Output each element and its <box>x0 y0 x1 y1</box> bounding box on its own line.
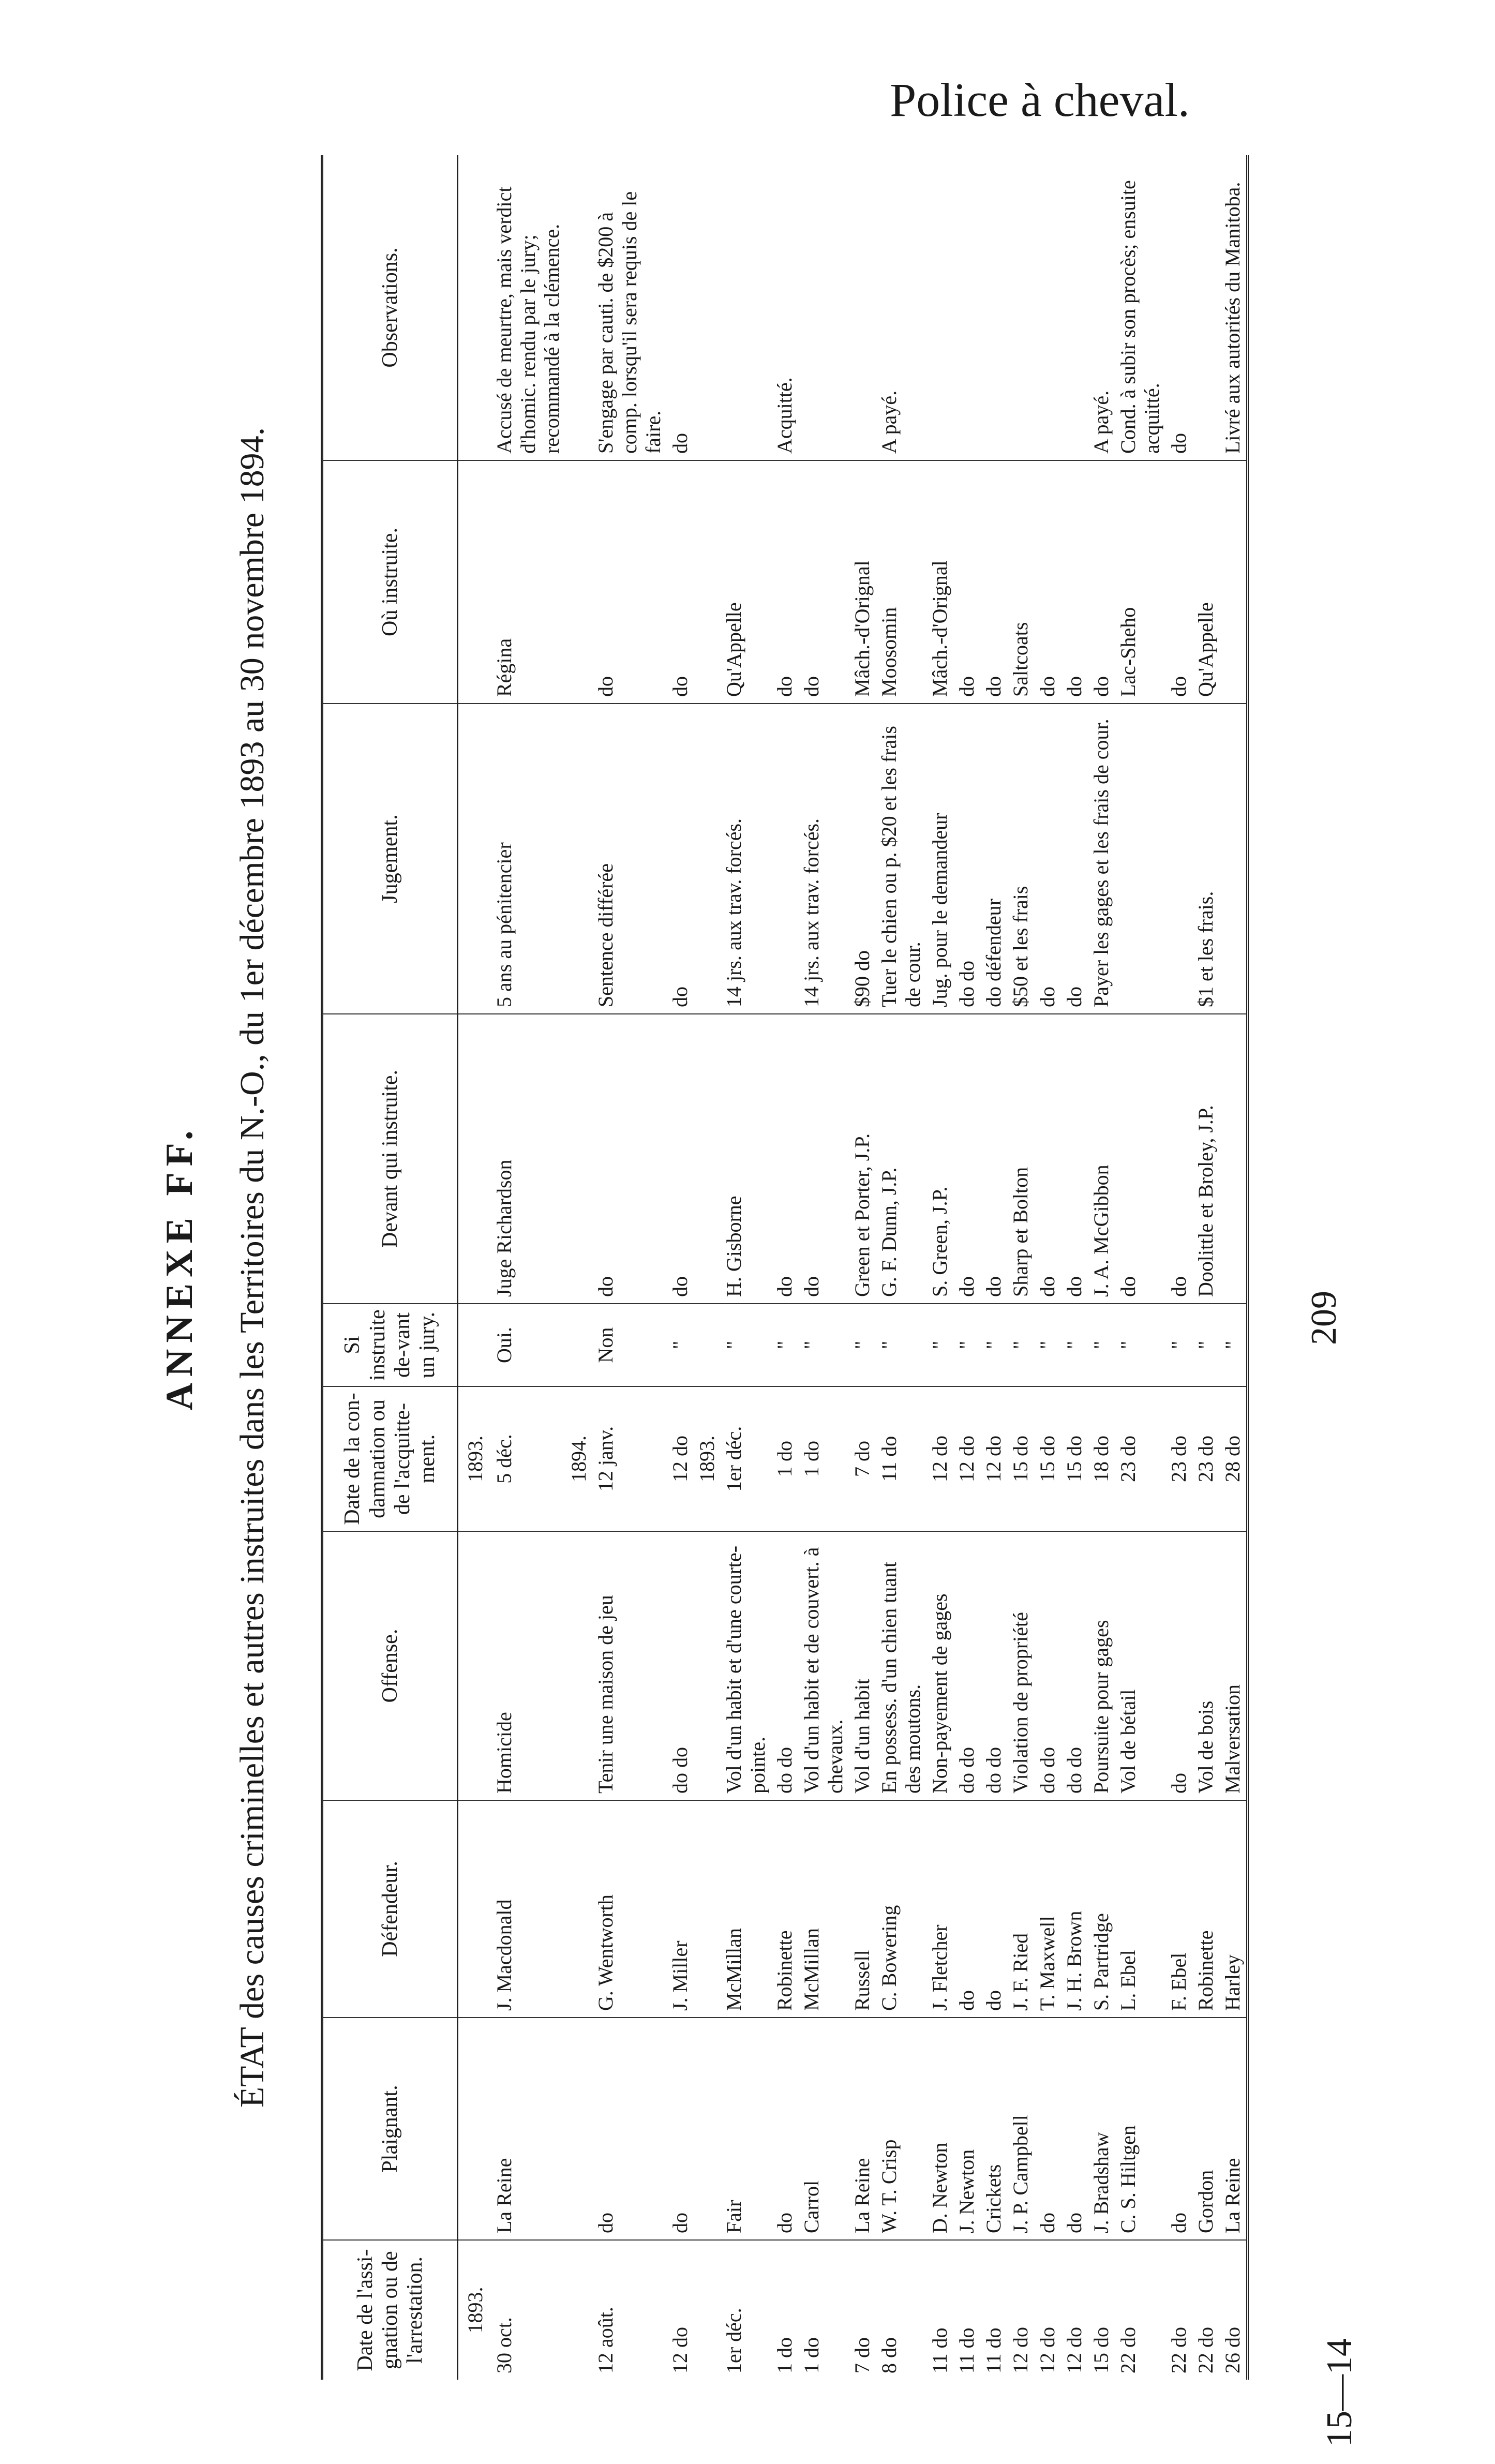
cell-place: Qu'Appelle <box>721 460 771 704</box>
cell-verdict: 11 do <box>876 1386 926 1531</box>
cell-remarks <box>1192 155 1219 460</box>
cell-judge: do <box>1061 1014 1088 1304</box>
cell-judgment: $90 do <box>849 704 876 1014</box>
cell-offense: Non-payement de gages <box>926 1531 953 1800</box>
header-plaintiff: Plaignant. <box>322 2018 458 2240</box>
table-row <box>1219 155 1248 2380</box>
cell-remarks <box>1061 155 1088 460</box>
cell-offense: Vol de bétail <box>1115 1531 1165 1800</box>
cell-verdict: 23 do <box>1115 1386 1165 1531</box>
cell-judge: G. F. Dunn, J.P. <box>876 1014 926 1304</box>
cell-arrest: 11 do <box>928 2327 951 2373</box>
cell-plaintiff: do <box>1061 2018 1088 2240</box>
cell-place: Régina <box>491 460 565 704</box>
cell-verdict: 15 do <box>1007 1386 1034 1531</box>
cell-jury: Oui. <box>491 1304 565 1386</box>
cell-arrest: 1er déc. <box>722 2308 745 2373</box>
cell-arrest: 1 do <box>800 2337 823 2373</box>
cell-judgment <box>1165 704 1192 1014</box>
cell-defendant: Robinette <box>1192 1800 1219 2018</box>
cell-judgment <box>771 704 798 1014</box>
cell-judgment: do défendeur <box>980 704 1007 1014</box>
cell-verdict: 7 do <box>849 1386 876 1531</box>
cell-defendant: G. Wentworth <box>592 1800 667 2018</box>
cell-offense <box>694 1531 721 1800</box>
cell-offense: do <box>1165 1531 1192 1800</box>
cell-judge: J. A. McGibbon <box>1088 1014 1115 1304</box>
rotated-table-sheet <box>134 155 1402 2447</box>
cell-verdict: 23 do <box>1192 1386 1219 1531</box>
header-offense: Offense. <box>322 1531 458 1800</box>
cell-place: Mâch.-d'Orignal <box>926 460 953 704</box>
cell-arrest: 15 do <box>1089 2327 1113 2373</box>
cell-remarks: Livré aux autorités du Manitoba. <box>1219 155 1248 460</box>
table-row <box>926 155 953 2380</box>
cell-offense: do do <box>953 1531 980 1800</box>
cell-remarks <box>694 155 721 460</box>
cell-defendant: C. Bowering <box>876 1800 926 2018</box>
cases-table <box>321 155 1249 2380</box>
cell-judgment <box>565 704 592 1014</box>
cell-jury: " <box>1192 1304 1219 1386</box>
cell-plaintiff: J. Bradshaw <box>1088 2018 1115 2240</box>
signature-mark: 15—14 <box>1320 2338 1359 2447</box>
cell-arrest: 7 do <box>850 2337 874 2373</box>
cell-jury: " <box>1007 1304 1034 1386</box>
year-cell-verdict: 1893. <box>458 1386 491 1531</box>
cell-place: do <box>1165 460 1192 704</box>
cell-plaintiff: do <box>771 2018 798 2240</box>
cell-plaintiff: D. Newton <box>926 2018 953 2240</box>
cell-judge <box>1219 1014 1248 1304</box>
cell-place: do <box>953 460 980 704</box>
table-row <box>849 155 876 2380</box>
header-judgment: Jugement. <box>322 704 458 1014</box>
cell-judge <box>565 1014 592 1304</box>
cell-judgment: Tuer le chien ou p. $20 et les frais de cour. <box>876 704 926 1014</box>
cell-verdict: 18 do <box>1088 1386 1115 1531</box>
cell-judgment: do do <box>953 704 980 1014</box>
cell-defendant: Russell <box>849 1800 876 2018</box>
header-defendant: Défendeur. <box>322 1800 458 2018</box>
cell-place: do <box>980 460 1007 704</box>
cell-verdict: 1 do <box>771 1386 798 1531</box>
cell-defendant: Robinette <box>771 1800 798 2018</box>
cell-jury: " <box>667 1304 694 1386</box>
cell-remarks: S'engage par cauti. de $200 à comp. lorsqu'il sera requis de le faire. <box>592 155 667 460</box>
cell-plaintiff: La Reine <box>491 2018 565 2240</box>
cell-judge: Juge Richardson <box>491 1014 565 1304</box>
cell-arrest: 12 do <box>1009 2327 1032 2373</box>
cell-defendant: J. Macdonald <box>491 1800 565 2018</box>
cell-place <box>1219 460 1248 704</box>
cell-place <box>565 460 592 704</box>
cell-defendant: T. Maxwell <box>1034 1800 1061 2018</box>
cell-judgment: do <box>1061 704 1088 1014</box>
cell-place: Qu'Appelle <box>1192 460 1219 704</box>
cell-verdict: 1er déc. <box>721 1386 771 1531</box>
cell-judge: S. Green, J.P. <box>926 1014 953 1304</box>
cell-arrest: 22 do <box>1167 2327 1190 2373</box>
cases-table-body <box>458 155 1248 2380</box>
cell-verdict: 1893. <box>694 1386 721 1531</box>
year-row <box>458 155 491 2380</box>
cell-place: Saltcoats <box>1007 460 1034 704</box>
table-row <box>798 155 849 2380</box>
cell-judgment <box>1115 704 1165 1014</box>
cell-judge: Sharp et Bolton <box>1007 1014 1034 1304</box>
cell-place: Moosomin <box>876 460 926 704</box>
cell-arrest: 12 do <box>1063 2327 1086 2373</box>
table-header-row <box>322 155 458 2380</box>
cell-jury: " <box>1115 1304 1165 1386</box>
cell-plaintiff: J. P. Campbell <box>1007 2018 1034 2240</box>
cell-offense: Poursuite pour gages <box>1088 1531 1115 1800</box>
table-row <box>1007 155 1034 2380</box>
cell-verdict: 1 do <box>798 1386 849 1531</box>
cell-arrest: 12 do <box>668 2327 692 2373</box>
table-row <box>694 155 721 2380</box>
header-place: Où instruite. <box>322 460 458 704</box>
cell-plaintiff: Fair <box>721 2018 771 2240</box>
cell-arrest <box>694 2240 721 2380</box>
cell-arrest: 11 do <box>982 2327 1005 2373</box>
cell-jury: " <box>1034 1304 1061 1386</box>
cell-defendant <box>565 1800 592 2018</box>
cell-plaintiff: do <box>1034 2018 1061 2240</box>
cell-jury: " <box>721 1304 771 1386</box>
cell-defendant: J. Miller <box>667 1800 694 2018</box>
cell-judge: do <box>771 1014 798 1304</box>
cell-judgment: $50 et les frais <box>1007 704 1034 1014</box>
cell-verdict: 15 do <box>1061 1386 1088 1531</box>
cell-place: do <box>798 460 849 704</box>
cell-offense: Tenir une maison de jeu <box>592 1531 667 1800</box>
annex-title: ANNEXE FF. <box>158 1124 201 1411</box>
cell-verdict: 23 do <box>1165 1386 1192 1531</box>
cell-remarks <box>926 155 953 460</box>
cell-judge: do <box>798 1014 849 1304</box>
cell-arrest: 30 oct. <box>492 2317 516 2373</box>
cell-judgment: $1 et les frais. <box>1192 704 1219 1014</box>
cell-defendant: McMillan <box>721 1800 771 2018</box>
cell-jury: " <box>1165 1304 1192 1386</box>
cell-judgment: 5 ans au pénitencier <box>491 704 565 1014</box>
cell-place: do <box>1061 460 1088 704</box>
cell-offense: do do <box>771 1531 798 1800</box>
cell-judge: do <box>953 1014 980 1304</box>
cell-place <box>694 460 721 704</box>
cell-jury <box>694 1304 721 1386</box>
cell-judgment: 14 jrs. aux trav. forcés. <box>721 704 771 1014</box>
cell-place: do <box>1034 460 1061 704</box>
cell-offense: Vol d'un habit et d'une courte-pointe. <box>721 1531 771 1800</box>
cell-jury: " <box>771 1304 798 1386</box>
cell-verdict: 12 do <box>926 1386 953 1531</box>
cell-verdict: 28 do <box>1219 1386 1248 1531</box>
cell-judge: H. Gisborne <box>721 1014 771 1304</box>
cell-judgment: Sentence différée <box>592 704 667 1014</box>
cell-judge: do <box>1034 1014 1061 1304</box>
cell-offense: Violation de propriété <box>1007 1531 1034 1800</box>
cell-place: Mâch.-d'Orignal <box>849 460 876 704</box>
cell-offense: do do <box>667 1531 694 1800</box>
cell-offense: Malversation <box>1219 1531 1248 1800</box>
cell-plaintiff: do <box>667 2018 694 2240</box>
cell-judgment: do <box>1034 704 1061 1014</box>
cell-remarks <box>953 155 980 460</box>
cell-offense: Vol d'un habit <box>849 1531 876 1800</box>
cell-arrest: 12 août. <box>594 2307 617 2373</box>
cell-remarks: A payé. <box>876 155 926 460</box>
cell-remarks <box>1034 155 1061 460</box>
running-head-text: Police à cheval. <box>890 73 1190 126</box>
cell-plaintiff: J. Newton <box>953 2018 980 2240</box>
cell-offense: do do <box>1061 1531 1088 1800</box>
cell-defendant: do <box>953 1800 980 2018</box>
cell-remarks <box>565 155 592 460</box>
cell-jury: " <box>1219 1304 1248 1386</box>
cell-remarks <box>849 155 876 460</box>
cell-judgment <box>694 704 721 1014</box>
cell-verdict: 12 janv. <box>592 1386 667 1531</box>
cell-arrest: 8 do <box>877 2337 901 2373</box>
table-row <box>771 155 798 2380</box>
cell-defendant: L. Ebel <box>1115 1800 1165 2018</box>
cell-arrest: 11 do <box>955 2327 978 2373</box>
cell-defendant: Harley <box>1219 1800 1248 2018</box>
table-row <box>491 155 565 2380</box>
cell-plaintiff <box>565 2018 592 2240</box>
cell-judge: do <box>667 1014 694 1304</box>
cell-jury: Non <box>592 1304 667 1386</box>
table-row <box>980 155 1007 2380</box>
cell-plaintiff <box>694 2018 721 2240</box>
table-row <box>1061 155 1088 2380</box>
cell-remarks <box>980 155 1007 460</box>
cell-defendant: S. Partridge <box>1088 1800 1115 2018</box>
cell-verdict: 12 do <box>980 1386 1007 1531</box>
cell-offense <box>565 1531 592 1800</box>
cell-plaintiff: La Reine <box>849 2018 876 2240</box>
table-row <box>565 155 592 2380</box>
cell-place: Lac-Sheho <box>1115 460 1165 704</box>
cell-defendant: McMillan <box>798 1800 849 2018</box>
cell-place: do <box>667 460 694 704</box>
cell-plaintiff: Carrol <box>798 2018 849 2240</box>
cell-place: do <box>771 460 798 704</box>
table-row <box>1034 155 1061 2380</box>
cell-verdict: 12 do <box>667 1386 694 1531</box>
cell-judge <box>694 1014 721 1304</box>
cell-judge: Doolittle et Broley, J.P. <box>1192 1014 1219 1304</box>
cell-plaintiff: La Reine <box>1219 2018 1248 2240</box>
cell-judge: do <box>592 1014 667 1304</box>
cell-offense: Homicide <box>491 1531 565 1800</box>
cell-jury: " <box>953 1304 980 1386</box>
header-remarks: Observations. <box>322 155 458 460</box>
table-row <box>1192 155 1219 2380</box>
cell-plaintiff: do <box>592 2018 667 2240</box>
cell-judgment: Jug. pour le demandeur <box>926 704 953 1014</box>
table-caption: ÉTAT des causes criminelles et autres instruites dans les Territoires du N.-O., du 1er décembre 1893 au 30 novembre 1894. <box>233 427 271 2108</box>
cell-place: do <box>592 460 667 704</box>
cell-offense: Vol d'un habit et de couvert. à chevaux. <box>798 1531 849 1800</box>
cell-arrest: 1 do <box>773 2337 796 2373</box>
cell-defendant: J. Fletcher <box>926 1800 953 2018</box>
cell-defendant: J. F. Ried <box>1007 1800 1034 2018</box>
cell-judge: Green et Porter, J.P. <box>849 1014 876 1304</box>
cell-jury <box>565 1304 592 1386</box>
cell-remarks: do <box>1165 155 1192 460</box>
table-row <box>876 155 926 2380</box>
table-row <box>953 155 980 2380</box>
cell-remarks: do <box>667 155 694 460</box>
cell-defendant: do <box>980 1800 1007 2018</box>
cell-jury: " <box>798 1304 849 1386</box>
cell-jury: " <box>1061 1304 1088 1386</box>
table-row <box>667 155 694 2380</box>
cell-defendant <box>694 1800 721 2018</box>
cell-judgment <box>1219 704 1248 1014</box>
cell-jury: " <box>1088 1304 1115 1386</box>
table-row <box>592 155 667 2380</box>
cell-place: do <box>1088 460 1115 704</box>
running-head <box>0 72 1495 127</box>
header-verdict-date: Date de la con-damnation ou de l'acquitte-ment. <box>322 1386 458 1531</box>
table-row <box>1088 155 1115 2380</box>
cell-judgment: 14 jrs. aux trav. forcés. <box>798 704 849 1014</box>
cell-jury: " <box>849 1304 876 1386</box>
cell-offense: En possess. d'un chien tuant des moutons. <box>876 1531 926 1800</box>
table-row <box>1115 155 1165 2380</box>
cell-arrest: 22 do <box>1116 2327 1140 2373</box>
cell-verdict: 5 déc. <box>491 1386 565 1531</box>
table-row <box>1165 155 1192 2380</box>
cell-jury: " <box>876 1304 926 1386</box>
header-jury: Si instruite de-vant un jury. <box>322 1304 458 1386</box>
cell-jury: " <box>926 1304 953 1386</box>
cell-offense: do do <box>980 1531 1007 1800</box>
cell-arrest: 12 do <box>1036 2327 1059 2373</box>
cell-plaintiff: W. T. Crisp <box>876 2018 926 2240</box>
cell-judgment: do <box>667 704 694 1014</box>
header-judge: Devant qui instruite. <box>322 1014 458 1304</box>
cell-remarks: Cond. à subir son procès; ensuite acquitté. <box>1115 155 1165 460</box>
cell-plaintiff: C. S. Hiltgen <box>1115 2018 1165 2240</box>
cell-judge: do <box>1165 1014 1192 1304</box>
cell-plaintiff: Gordon <box>1192 2018 1219 2240</box>
cell-jury: " <box>980 1304 1007 1386</box>
cell-verdict: 12 do <box>953 1386 980 1531</box>
cell-arrest <box>565 2240 592 2380</box>
year-cell-arrest: 1893. <box>464 2287 487 2334</box>
cell-remarks <box>1007 155 1034 460</box>
cell-arrest: 22 do <box>1194 2327 1217 2373</box>
cell-defendant: F. Ebel <box>1165 1800 1192 2018</box>
cell-offense: do do <box>1034 1531 1061 1800</box>
cell-remarks: A payé. <box>1088 155 1115 460</box>
cell-defendant: J. H. Brown <box>1061 1800 1088 2018</box>
cell-remarks: Acquitté. <box>771 155 798 460</box>
cell-plaintiff: do <box>1165 2018 1192 2240</box>
header-arrest-date: Date de l'assi-gnation ou de l'arrestation. <box>322 2240 458 2380</box>
table-row <box>721 155 771 2380</box>
cell-judge: do <box>1115 1014 1165 1304</box>
cell-plaintiff: Crickets <box>980 2018 1007 2240</box>
cell-judgment: Payer les gages et les frais de cour. <box>1088 704 1115 1014</box>
page-number: 209 <box>1304 1291 1344 1345</box>
cell-remarks: Accusé de meurtre, mais verdict d'homic. rendu par le jury; recommandé à la clémence. <box>491 155 565 460</box>
cell-verdict: 1894. <box>565 1386 592 1531</box>
cell-arrest: 26 do <box>1221 2327 1244 2373</box>
cell-offense: Vol de bois <box>1192 1531 1219 1800</box>
cell-judge: do <box>980 1014 1007 1304</box>
cell-verdict: 15 do <box>1034 1386 1061 1531</box>
cell-remarks <box>798 155 849 460</box>
cell-remarks <box>721 155 771 460</box>
